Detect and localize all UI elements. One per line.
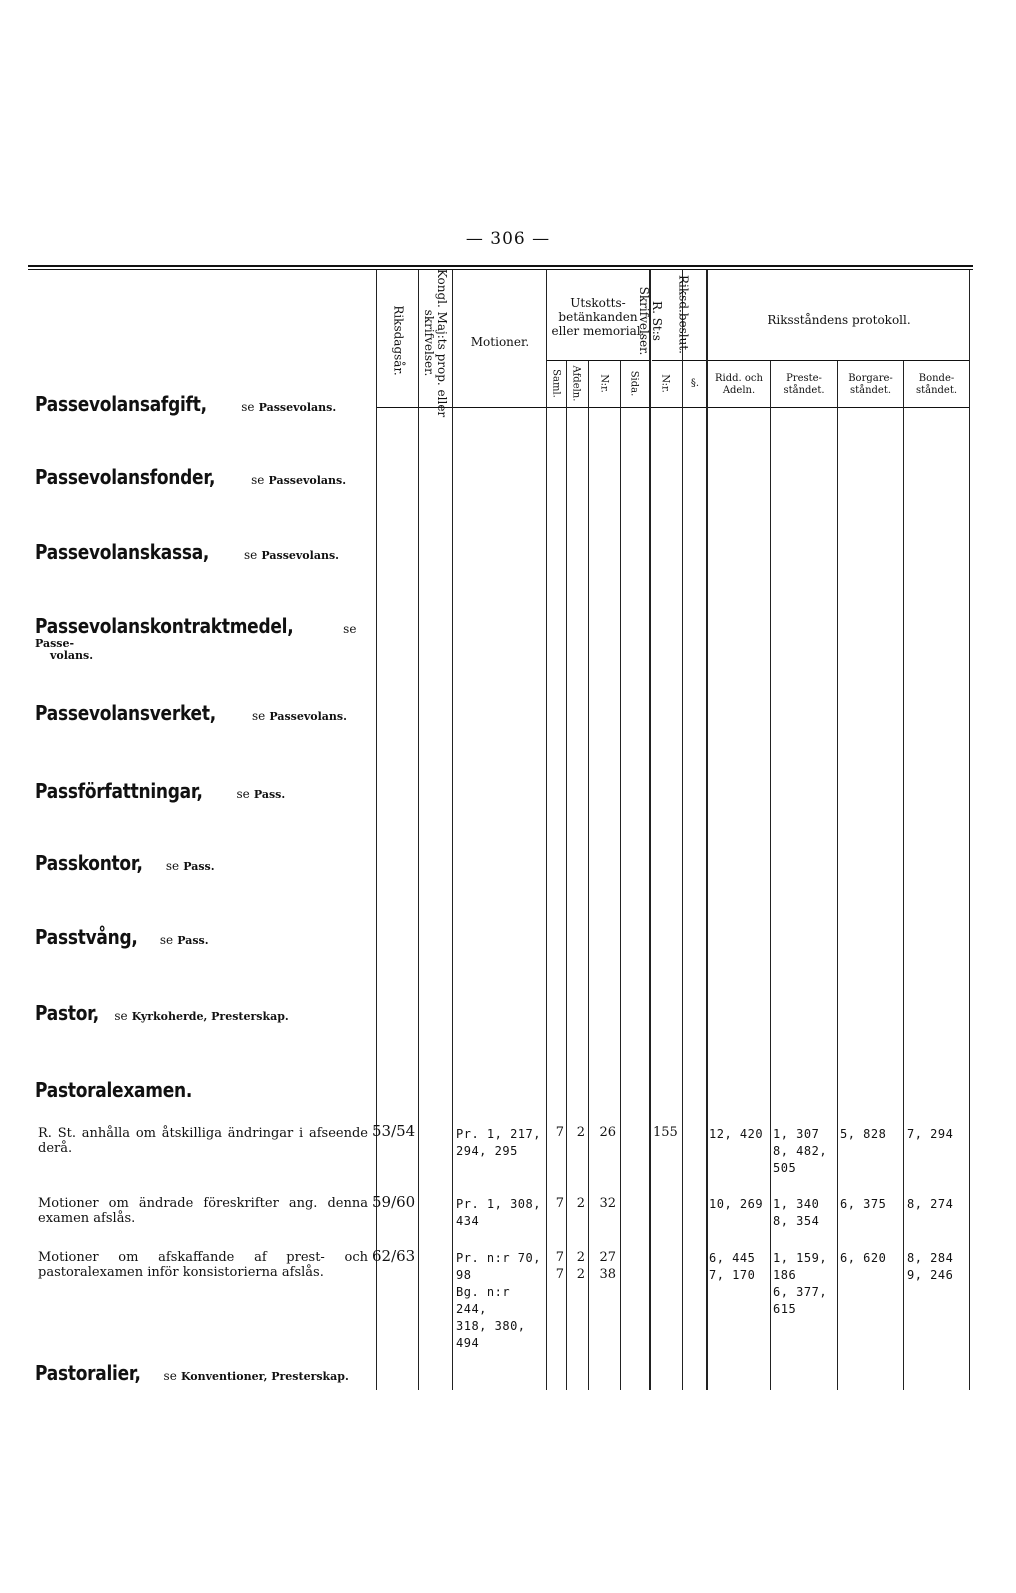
col-line-prest-borg [837, 361, 838, 1390]
row1-bonde: 7, 294 [907, 1127, 954, 1141]
header-utskotts: Utskotts- betänkanden eller memorial. [551, 296, 645, 338]
header-protokoll: Riksståndens protokoll. [767, 313, 911, 327]
row2-description: Motioner om ändrade föreskrifter ang. denna examen afslås. [38, 1196, 368, 1226]
entry-pastoralier: Pastoralier, se Konventioner, Presterskap. [35, 1361, 349, 1385]
col-line-right [969, 270, 970, 1390]
row1-ridd: 12, 420 [709, 1127, 764, 1141]
header-riksdbeslut: Riksd.beslut. [676, 275, 691, 354]
col-line-saml-afdeln [566, 361, 567, 1390]
col-line-rsts-beslut [682, 270, 683, 1390]
row2-motioner: Pr. 1, 308, 434 [456, 1197, 541, 1228]
sub-nr: N:r. [598, 374, 610, 393]
row2-nr: 32 [599, 1196, 616, 1211]
row3-description: Motioner om afskaffande af prest- och pastoralexamen inför konsistorierna afslås. [38, 1250, 368, 1280]
header-kongl-prop: Kongl. Maj:ts prop. eller skrifvelser. [422, 268, 449, 418]
row3-nr: 27 38 [599, 1250, 616, 1282]
row2-bonde: 8, 274 [907, 1197, 954, 1211]
col-line-mot-utsk [546, 270, 547, 1390]
sub-prest: Preste- ståndet. [783, 373, 825, 396]
sub-afdeln: Afdeln. [570, 365, 582, 402]
row3-bonde: 8, 284 9, 246 [907, 1251, 954, 1282]
row3-ridd: 6, 445 7, 170 [709, 1251, 756, 1282]
entry-pastor: Pastor, se Kyrkoherde, Presterskap. [35, 1001, 289, 1025]
row2-ridd: 10, 269 [709, 1197, 764, 1211]
col-line-utsk-rsts [649, 270, 651, 1390]
row2-borg: 6, 375 [840, 1197, 887, 1211]
protokoll-sub-rule [708, 360, 970, 361]
sub-borg: Borgare- ståndet. [848, 373, 893, 396]
row3-saml: 7 7 [555, 1250, 564, 1282]
entry-pastoralexamen: Pastoralexamen. [35, 1078, 193, 1102]
entry-passtvang: Passtvång, se Pass. [35, 925, 209, 949]
row1-year: 53/54 [372, 1122, 416, 1140]
sub-ridd: Ridd. och Adeln. [715, 373, 763, 396]
sub-sida: Sida. [628, 370, 640, 397]
entry-passevolanskassa: Passevolanskassa, se Passevolans. [35, 540, 339, 564]
top-rule-thin [28, 269, 973, 270]
top-rule-thick [28, 265, 973, 267]
row2-year: 59/60 [372, 1193, 416, 1211]
page-number: — 306 — [465, 229, 551, 249]
sub-paragraph: §. [690, 378, 700, 389]
row3-borg: 6, 620 [840, 1251, 887, 1265]
row3-afdeln: 2 2 [576, 1250, 585, 1282]
sub-saml: Saml. [550, 369, 562, 398]
row1-saml: 7 [555, 1125, 564, 1140]
col-line-afdeln-nr [588, 361, 589, 1390]
row1-description: R. St. anhålla om åtskilliga ändringar i afseende derå. [38, 1126, 368, 1156]
entry-passevolanskontraktmedel: Passevolanskontraktmedel, se Passe- volans. [35, 614, 357, 662]
col-line-beslut-prot [706, 270, 708, 1390]
col-line-nr-sida [620, 361, 621, 1390]
row2-afdeln: 2 [576, 1196, 585, 1211]
header-riksdagsar: Riksdagsår. [391, 305, 406, 376]
sub-nr-rsts: N:r. [659, 374, 671, 393]
entry-passevolansfonder: Passevolansfonder, se Passevolans. [35, 465, 347, 489]
col-line-left-year [376, 270, 377, 1390]
row1-borg: 5, 828 [840, 1127, 887, 1141]
entry-passforfattningar: Passförfattningar, se Pass. [35, 779, 286, 803]
col-line-year-kongl [418, 270, 419, 1390]
row1-afdeln: 2 [576, 1125, 585, 1140]
row2-saml: 7 [555, 1196, 564, 1211]
row3-year: 62/63 [372, 1247, 416, 1265]
row1-prest: 1, 307 8, 482, 505 [773, 1127, 828, 1175]
row2-prest: 1, 340 8, 354 [773, 1197, 820, 1228]
header-bottom-rule [376, 407, 970, 408]
row3-motioner: Pr. n:r 70, 98 Bg. n:r 244, 318, 380, 494 [456, 1251, 541, 1350]
col-line-kongl-mot [452, 270, 453, 1390]
row1-rsts-nr: 155 [653, 1125, 678, 1140]
entry-passevolansafgift: Passevolansafgift, se Passevolans. [35, 392, 337, 416]
row1-motioner: Pr. 1, 217, 294, 295 [456, 1127, 541, 1158]
col-line-borg-bonde [903, 361, 904, 1390]
header-motioner: Motioner. [470, 335, 530, 349]
row1-nr: 26 [599, 1125, 616, 1140]
sub-bonde: Bonde- ståndet. [915, 373, 958, 396]
entry-passkontor: Passkontor, se Pass. [35, 851, 215, 875]
header-rsts: R. St:s Skrifvelser. [637, 286, 664, 356]
col-line-ridd-prest [770, 361, 771, 1390]
entry-passevolansverket: Passevolansverket, se Passevolans. [35, 701, 347, 725]
row3-prest: 1, 159, 186 6, 377, 615 [773, 1251, 828, 1316]
